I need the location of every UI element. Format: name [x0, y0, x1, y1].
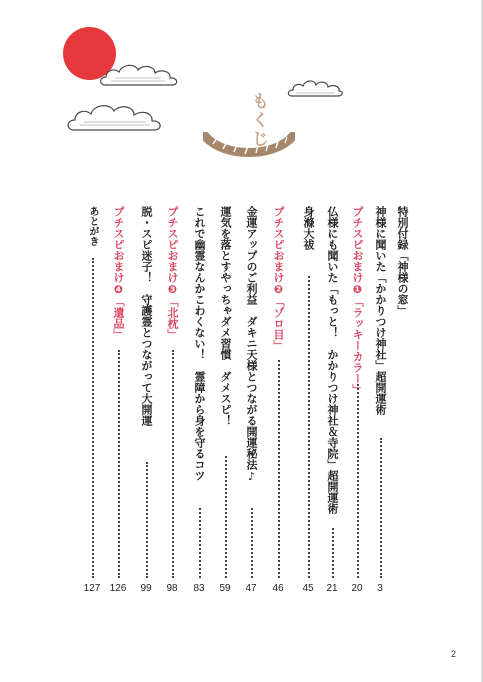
- shimenawa-rope-icon: [203, 132, 295, 162]
- toc-entry-damespi[interactable]: [217, 206, 233, 426]
- toc-entry-bonus-1[interactable]: [349, 206, 365, 395]
- toc-page-number: 127: [83, 583, 101, 594]
- toc-page-number: 59: [219, 583, 231, 594]
- toc-page-number: 83: [193, 583, 205, 594]
- toc-entry-text: 特別付録「神様の窓」: [396, 206, 409, 316]
- toc-entry-text: 仏様にも聞いた「もっと！ かかりつけ神社＆寺院」超開運術: [326, 206, 339, 514]
- toc-entry-temples[interactable]: [324, 206, 340, 514]
- leader-dots: [118, 350, 120, 578]
- page-title: もくじ: [248, 92, 268, 149]
- toc-entry-text: プチスピおまけ❸「北枕」: [166, 206, 179, 340]
- toc-page-number: 126: [109, 583, 127, 594]
- cloud-illustration: [99, 61, 181, 89]
- toc-entry-text: これで幽霊なんかこわくない！ 霊障から身を守るコツ: [193, 206, 206, 481]
- leader-dots: [332, 528, 334, 578]
- leader-dots: [357, 384, 359, 578]
- leader-dots: [380, 438, 382, 578]
- toc-entry-bonus-3[interactable]: [164, 206, 180, 340]
- toc-page-number: 46: [272, 583, 284, 594]
- leader-dots: [225, 456, 227, 578]
- toc-entry-bonus-2[interactable]: [270, 206, 286, 351]
- leader-dots: [199, 508, 201, 578]
- toc-entry-text: 金運アップのご利益 ダキニ天様とつながる開運秘法♪: [245, 206, 258, 483]
- page-number: 2: [451, 649, 457, 659]
- cloud-illustration: [287, 77, 343, 99]
- toc-page-number: 45: [302, 583, 314, 594]
- toc-entry-text: プチスピおまけ❷「ゾロ目」: [272, 206, 285, 351]
- toc-entry-text: あとがき: [87, 206, 98, 246]
- cloud-illustration: [66, 100, 166, 134]
- leader-dots: [92, 258, 94, 578]
- toc-entry-text: 運気を落とすやっちゃダメ習慣 ダメスピ！: [219, 206, 232, 426]
- toc-page-number: 21: [326, 583, 338, 594]
- toc-entry-dakiniten[interactable]: [243, 206, 259, 483]
- toc-entry-text: 脱・スピ迷子！ 守護霊とつながって大開運: [140, 206, 153, 426]
- toc-entry-special-appendix[interactable]: [394, 206, 410, 316]
- leader-dots: [251, 508, 253, 578]
- toc-page-number: 99: [140, 583, 152, 594]
- toc-entry-text: プチスピおまけ❶「ラッキーカラー」: [351, 206, 364, 395]
- toc-entry-text: 身滌大祓: [302, 206, 315, 250]
- toc-page-number: 3: [377, 583, 383, 594]
- toc-entry-kakaritsuke-shrine[interactable]: [372, 206, 388, 415]
- leader-dots: [278, 360, 280, 578]
- toc-page-number: 98: [166, 583, 178, 594]
- leader-dots: [172, 350, 174, 578]
- toc-page-number: 20: [351, 583, 363, 594]
- toc-entry-guardian-spirit[interactable]: [138, 206, 154, 426]
- toc-page-number: 47: [245, 583, 257, 594]
- toc-entry-text: 神様に聞いた「かかりつけ神社」超開運術: [374, 206, 387, 415]
- leader-dots: [308, 276, 310, 578]
- toc-entry-ghost-protection[interactable]: [191, 206, 207, 481]
- toc-entry-misogi-oharai[interactable]: [300, 206, 316, 250]
- leader-dots: [146, 462, 148, 578]
- toc-entry-afterword[interactable]: [84, 206, 100, 246]
- toc-entry-text: プチスピおまけ❹「遺品」: [112, 206, 125, 340]
- toc-entry-bonus-4[interactable]: [110, 206, 126, 340]
